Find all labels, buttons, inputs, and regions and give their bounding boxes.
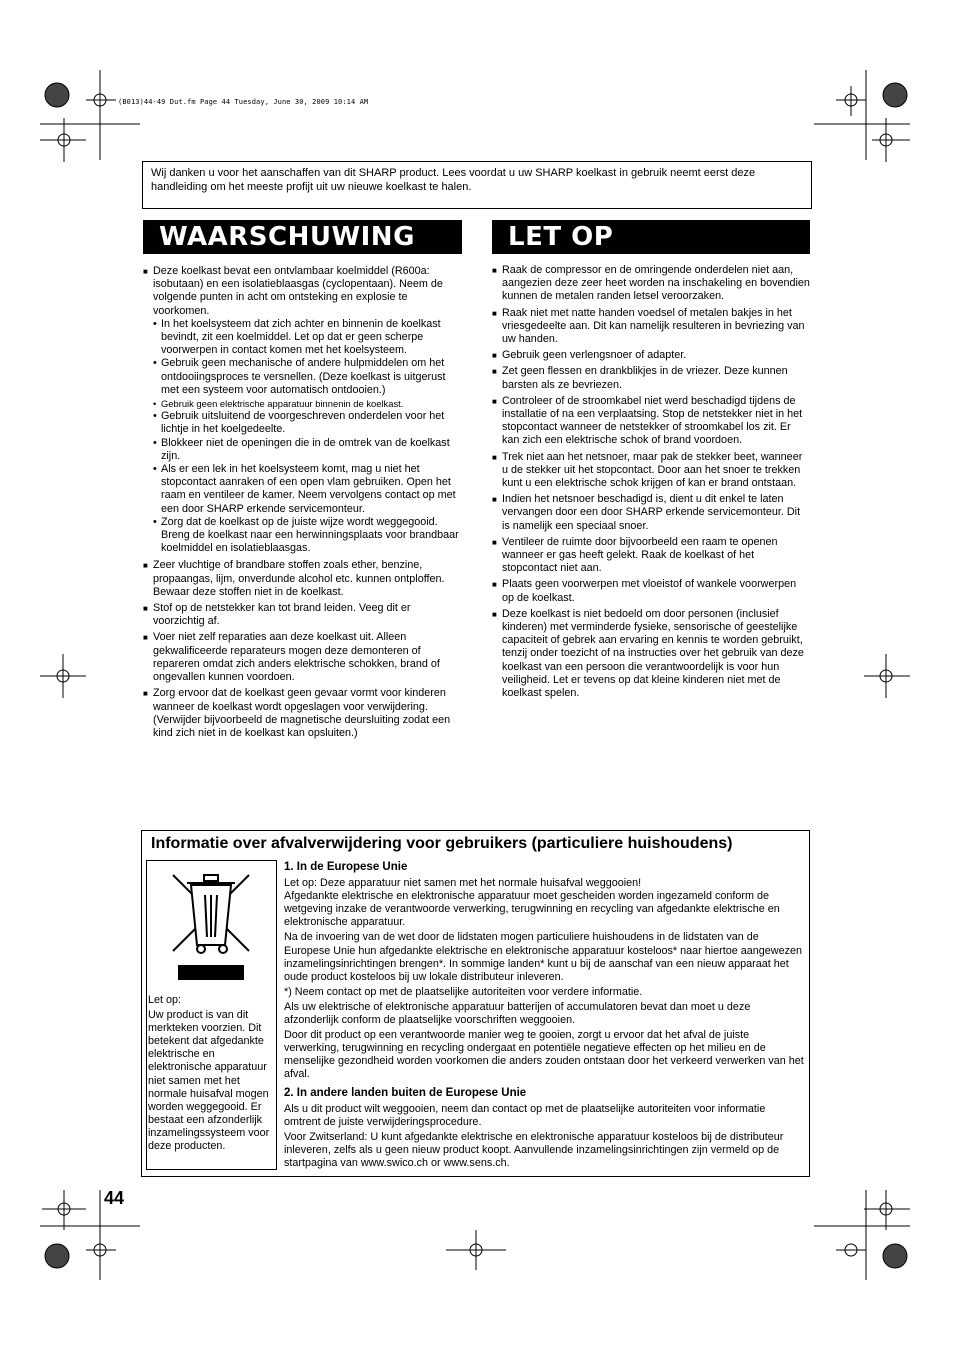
warning-item <box>143 559 463 599</box>
weee-symbol-box <box>146 860 277 1170</box>
section1-heading: 1. In de Europese Unie <box>284 861 408 873</box>
warning-subitem: • Gebruik geen mechanische of andere hulpmiddelen om het ontdooiingsproces te versnellen. (Deze koelkast is uitgerust met een systeem voor automatisch ontdooien.) <box>143 357 463 397</box>
warning-subitem: • Gebruik uitsluitend de voorgeschreven onderdelen voor het lichtje in het koelgedeelte. <box>143 410 463 436</box>
warning-sublist <box>143 318 463 556</box>
section2-para: Voor Zwitserland: U kunt afgedankte elektrische en elektronische apparatuur kosteloos bij de distributeur inleveren, zelfs als u geen nieuw product koopt. Aanvullende inzamelingsinrichtingen zijn vermeld op de startpagina van www.swico.ch or www.sens.ch. <box>284 1130 784 1169</box>
warning-subitem: • Gebruik geen elektrische apparatuur binnenin de koelkast. <box>143 397 463 410</box>
weee-note-label: Let op: <box>148 994 182 1006</box>
warning-subitem: • Blokkeer niet de openingen die in de omtrek van de koelkast zijn. <box>143 437 463 463</box>
caution-item: ■ Plaats geen voorwerpen met vloeistof of wankele voorwerpen op de koelkast. <box>492 578 810 604</box>
section2-heading: 2. In andere landen buiten de Europese Unie <box>284 1086 527 1099</box>
crossed-bin-icon <box>147 861 276 981</box>
page-number: 44 <box>104 1188 125 1208</box>
intro-box: Wij danken u voor het aanschaffen van dit SHARP product. Lees voordat u uw SHARP koelkast in gebruik neemt eerst deze handleiding om het meeste profijt uit uw nieuwe koelkast te halen. <box>142 161 812 209</box>
warning-item-text: ■ Stof op de netstekker kan tot brand leiden. Veeg dit er voorzichtig af. <box>153 602 411 628</box>
warning-subitem: • Zorg dat de koelkast op de juiste wijze wordt weggegooid. Breng de koelkast naar een herwinningsplaats voor brandbaar koelmiddel en isolatieblaasgas. <box>143 516 463 556</box>
warning-item <box>143 687 463 740</box>
warning-column <box>143 265 463 743</box>
warning-subitem: • In het koelsysteem dat zich achter en binnenin de koelkast bevindt, zit een koelmiddel. Let op dat er geen scherpe voorwerpen in contact komen met het koelsysteem. <box>143 318 463 358</box>
warning-item-text: ■ Zeer vluchtige of brandbare stoffen zoals ether, benzine, propaangas, lijm, onverdunde alcohol etc. kunnen ontploffen. Bewaar deze stoffen niet in de koelkast. <box>153 559 445 598</box>
warning-item-text: ■ Zorg ervoor dat de koelkast geen gevaar vormt voor kinderen wanneer de koelkast wordt opgeslagen voor verwijdering. (Verwijder bijvoorbeeld de magnetische deursluiting zodat een kind zich niet in de koelkast kan opsluiten.) <box>153 687 451 739</box>
section1-para: Na de invoering van de wet door de lidstaten mogen particuliere huishoudens in de lidstaten van de Europese Unie hun afgedankte elektrische en elektronische apparatuur kosteloos* naar hiertoe aangewezen inzamelingsinrichtingen brengen*. In sommige landen* kunt u bij de aanschaf van een nieuw apparaat het oude product kosteloos bij uw lokale distributeur inleveren. <box>284 931 802 983</box>
warning-item-text: ■ Deze koelkast bevat een ontvlambaar koelmiddel (R600a: isobutaan) en een isolatieblaasgas (cyclopentaan). Neem de volgende punten in acht om ontsteking en explosie te voorkomen. <box>153 265 443 317</box>
caution-list <box>492 264 810 700</box>
warning-list <box>143 265 463 740</box>
weee-note-text: Uw product is van dit merkteken voorzien. Dit betekent dat afgedankte elektrische en elektronische apparatuur niet samen met het normale huisafval mogen worden weggegooid. Er bestaat een afzonderlijk inzamelingssysteem voor deze producten. <box>148 1009 270 1153</box>
warning-item-text: ■ Voer niet zelf reparaties aan deze koelkast uit. Alleen gekwalificeerde reparateurs mogen deze demonteren of repareren omdat zich anders elektrische schokken, brand of ongevallen kunnen voordoen. <box>153 631 440 684</box>
caution-banner: LET OP <box>492 220 810 254</box>
section1-para: *) Neem contact op met de plaatselijke autoriteiten voor verdere informatie. <box>284 985 643 998</box>
warning-item <box>143 631 463 684</box>
warning-item <box>143 265 463 555</box>
disposal-body <box>284 861 804 1172</box>
caution-column <box>492 264 810 703</box>
section1-para: Let op: Deze apparatuur niet samen met het normale huisafval weggooien! <box>284 877 642 890</box>
caution-item: ■ Gebruik geen verlengsnoer of adapter. <box>492 349 810 362</box>
caution-item: ■ Trek niet aan het netsnoer, maar pak de stekker beet, wanneer u de stekker uit het stopcontact. Door aan het snoer te trekken kunt u een elektrische schok krijgen of kan er brand ontstaan. <box>492 451 810 491</box>
caution-item: ■ Zet geen flessen en drankblikjes in de vriezer. Deze kunnen barsten als ze bevriezen. <box>492 365 810 391</box>
caution-item: ■ Controleer of de stroomkabel niet werd beschadigd tijdens de installatie of na een verplaatsing. Stop de netstekker niet in het stopcontact wanneer de netstekker of stroomkabel los zit. Er kan zich een elektrische schok of brand voordoen. <box>492 395 810 448</box>
warning-item <box>143 602 463 628</box>
print-header-note: (B013)44-49 Dut.fm Page 44 Tuesday, June 30, 2009 10:14 AM <box>118 98 369 106</box>
disposal-info-box <box>141 830 810 1177</box>
caution-item: ■ Raak de compressor en de omringende onderdelen niet aan, aangezien deze zeer heet worden na inschakeling en bovendien kunnen de metalen randen letsel veroorzaken. <box>492 264 810 304</box>
caution-item: ■ Deze koelkast is niet bedoeld om door personen (inclusief kinderen) met verminderde fysieke, sensorische of geestelijke capaciteit of gebrek aan ervaring en kennis te worden gebruikt, tenzij onder toezicht of na instructies over het gebruik van deze koelkast van een persoon die verantwoordelijk is voor hun veiligheid. Let er tevens op dat kleine kinderen niet met de koelkast spelen. <box>492 608 810 700</box>
warning-banner: WAARSCHUWING <box>143 220 462 254</box>
section2-para: Als u dit product wilt weggooien, neem dan contact op met de plaatselijke autoriteiten voor informatie omtrent de juiste verwijderingsprocedure. <box>284 1102 766 1128</box>
caution-item: ■ Raak niet met natte handen voedsel of metalen bakjes in het vriesgedeelte aan. Dit kan namelijk resulteren in bevriezing van uw handen. <box>492 307 810 347</box>
weee-note <box>148 994 276 1153</box>
disposal-title: Informatie over afvalverwijdering voor gebruikers (particuliere huishoudens) <box>151 835 733 852</box>
section1-para: Door dit product op een verantwoorde manier weg te gooien, zorgt u ervoor dat het afval de juiste verwerking, terugwinning en recycling ondergaat en potentiële negatieve effecten op het milieu en de menselijke gezondheid worden voorkomen die anders zouden ontstaan door het verkeerd verwerken van het afval. <box>284 1029 804 1081</box>
caution-item: ■ Indien het netsnoer beschadigd is, dient u dit enkel te laten vervangen door een door SHARP erkende servicemonteur. Dit is namelijk een speciaal snoer. <box>492 493 810 533</box>
caution-item: ■ Ventileer de ruimte door bijvoorbeeld een raam te openen wanneer er gas heeft gelekt. Raak de koelkast of het stopcontact niet aan. <box>492 536 810 576</box>
section1-para: Als uw elektrische of elektronische apparatuur batterijen of accumulatoren bevat dan moet u deze afzonderlijk conform de plaatselijke voorschriften weggooien. <box>284 1000 751 1027</box>
warning-subitem: • Als er een lek in het koelsysteem komt, mag u niet het stopcontact aanraken of een open vlam gebruiken. Open het raam en ventileer de kamer. Neem vervolgens contact op met een door SHARP erkende servicemonteur. <box>143 463 463 516</box>
section1-para: Afgedankte elektrische en elektronische apparatuur moet gescheiden worden ingezameld conform de wetgeving inzake de verantwoorde verwerking, terugwinning en recycling van afgedankte elektrische en elektronische apparatuur. <box>284 890 780 929</box>
